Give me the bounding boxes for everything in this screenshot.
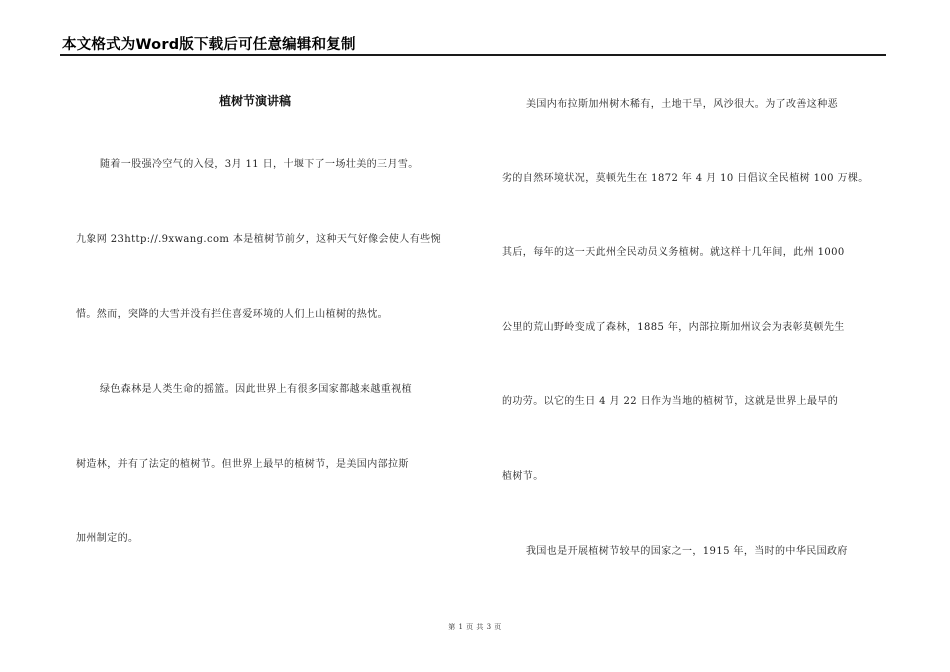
paragraph-line: 我国也是开展植树节较早的国家之一，1915 年，当时的中华民国政府 [526,546,848,557]
format-banner: 本文格式为Word版下载后可任意编辑和复制 [62,37,356,53]
banner-divider [60,54,886,56]
paragraph-line: 其后，每年的这一天此州全民动员义务植树。就这样十几年间，此州 1000 [502,247,845,258]
page-number: 第 1 页 共 3 页 [448,623,502,631]
paragraph-line: 惜。然而，突降的大雪并没有拦住喜爱环境的人们上山植树的热忱。 [76,309,388,320]
paragraph-line: 绿色森林是人类生命的摇篮。因此世界上有很多国家都越来越重视植 [100,384,412,395]
paragraph-line: 劣的自然环境状况，莫顿先生在 1872 年 4 月 10 日倡议全民植树 100 万棵。 [502,173,869,184]
paragraph-line: 树造林，并有了法定的植树节。但世界上最早的植树节，是美国内部拉斯 [76,459,409,470]
paragraph-line: 加州制定的。 [76,533,139,544]
document-title: 植树节演讲稿 [219,94,292,108]
paragraph-line: 的功劳。以它的生日 4 月 22 日作为当地的植树节，这就是世界上最早的 [502,396,839,407]
paragraph-line: 植树节。 [502,471,544,482]
paragraph-line: 随着一股强冷空气的入侵，3月 11 日，十堰下了一场壮美的三月雪。 [100,159,419,170]
paragraph-line: 公里的荒山野岭变成了森林，1885 年，内部拉斯加州议会为表彰莫顿先生 [502,322,845,333]
paragraph-line: 美国内布拉斯加州树木稀有，土地干旱，风沙很大。为了改善这种恶 [526,99,838,110]
paragraph-line: 九象网 23http://.9xwang.com 本是植树节前夕，这种天气好像会使人有些惋 [76,234,441,245]
